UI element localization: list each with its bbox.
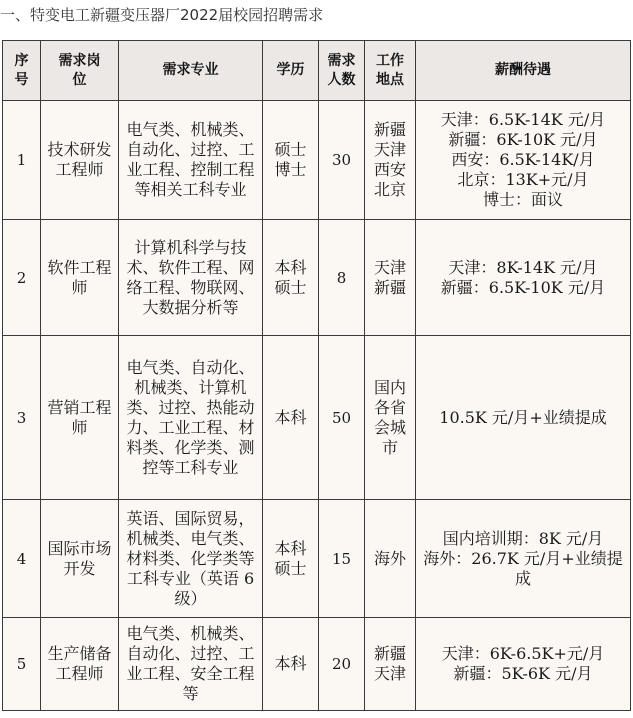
row-major: 计算机科学与技术、软件工程、网络工程、物联网、大数据分析等 (119, 220, 263, 336)
row-count: 8 (319, 220, 365, 336)
row-location: 国内 各省 会城 市 (365, 336, 416, 500)
header-location: 工作 地点 (365, 41, 416, 101)
row-salary: 10.5K 元/月+业绩提成 (416, 336, 631, 500)
header-salary: 薪酬待遇 (416, 41, 631, 101)
row-count: 20 (319, 618, 365, 711)
table-row (3, 101, 631, 220)
header-major: 需求专业 (119, 41, 263, 101)
row-index: 1 (3, 101, 41, 220)
row-salary: 天津：6.5K-14K 元/月 新疆：6K-10K 元/月 西安：6.5K-14K/月 北京：13K+元/月 博士：面议 (416, 101, 631, 220)
row-major: 英语、国际贸易，机械类、电气类、材料类、化学类等工科专业（英语 6 级） (119, 500, 263, 618)
table-row (3, 618, 631, 711)
row-index: 4 (3, 500, 41, 618)
row-count: 30 (319, 101, 365, 220)
row-degree: 本科 硕士 (263, 220, 319, 336)
row-degree: 硕士 博士 (263, 101, 319, 220)
header-count: 需求 人数 (319, 41, 365, 101)
row-count: 15 (319, 500, 365, 618)
row-salary: 天津：8K-14K 元/月 新疆：6.5K-10K 元/月 (416, 220, 631, 336)
row-location: 天津 新疆 (365, 220, 416, 336)
row-location: 新疆 天津 西安 北京 (365, 101, 416, 220)
row-major: 电气类、自动化、机械类、计算机类、过控、热能动力、工业工程、材料类、化学类、测控等工科专业 (119, 336, 263, 500)
header-index: 序 号 (3, 41, 41, 101)
table-row (3, 500, 631, 618)
header-position: 需求岗 位 (41, 41, 119, 101)
header-degree: 学历 (263, 41, 319, 101)
row-index: 3 (3, 336, 41, 500)
header-row (3, 41, 631, 101)
table-row (3, 336, 631, 500)
row-degree: 本科 (263, 618, 319, 711)
row-position: 国际市场开发 (41, 500, 119, 618)
row-major: 电气类、机械类、自动化、过控、工业工程、安全工程等 (119, 618, 263, 711)
row-major: 电气类、机械类、自动化、过控、工业工程、控制工程等相关工科专业 (119, 101, 263, 220)
row-location: 海外 (365, 500, 416, 618)
row-index: 2 (3, 220, 41, 336)
row-position: 营销工程师 (41, 336, 119, 500)
recruitment-table (2, 40, 631, 711)
row-position: 软件工程师 (41, 220, 119, 336)
table-row (3, 220, 631, 336)
row-index: 5 (3, 618, 41, 711)
row-location: 新疆 天津 (365, 618, 416, 711)
row-salary: 天津：6K-6.5K+元/月 新疆：5K-6K 元/月 (416, 618, 631, 711)
page-title: 一、特变电工新疆变压器厂2022届校园招聘需求 (0, 6, 324, 24)
row-count: 50 (319, 336, 365, 500)
row-salary: 国内培训期：8K 元/月 海外：26.7K 元/月+业绩提成 (416, 500, 631, 618)
row-position: 技术研发工程师 (41, 101, 119, 220)
row-degree: 本科 硕士 (263, 500, 319, 618)
row-degree: 本科 (263, 336, 319, 500)
row-position: 生产储备工程师 (41, 618, 119, 711)
